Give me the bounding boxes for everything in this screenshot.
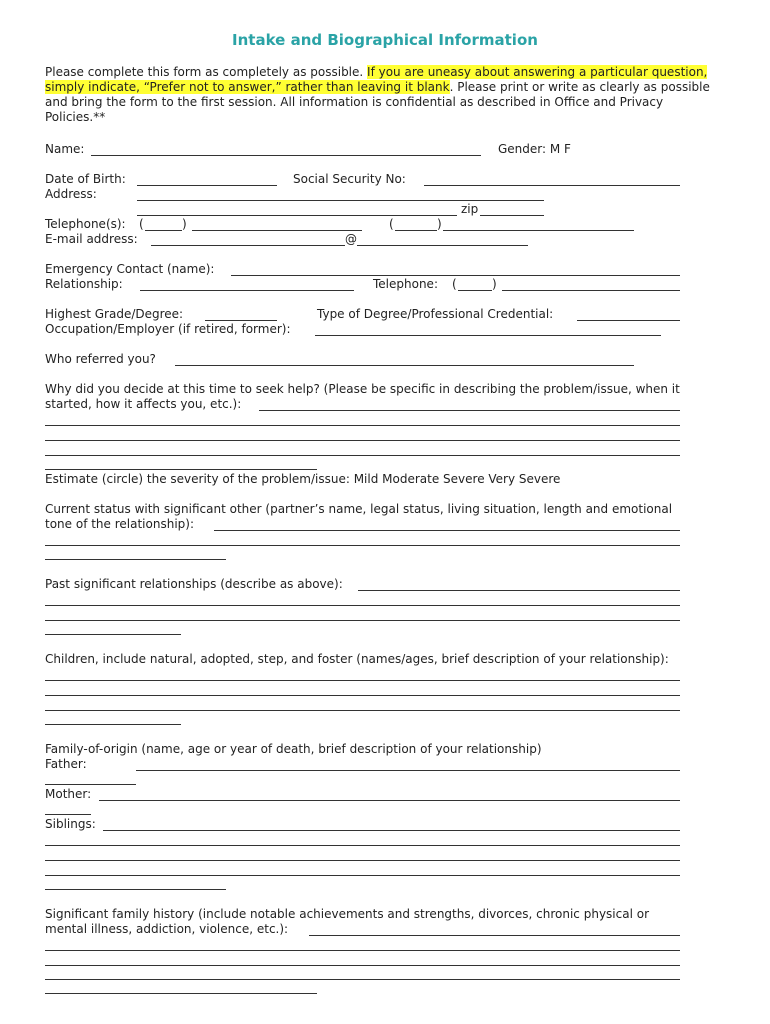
address-line-1[interactable] [137,200,544,201]
instructions-text: Please complete this form as completely as possible. [45,65,368,79]
why-help-line[interactable] [45,425,680,426]
family-history-line[interactable] [45,965,680,966]
father-line[interactable] [136,770,680,771]
referred-field[interactable] [175,365,634,366]
children-line[interactable] [45,695,680,696]
past-relationships-line[interactable] [45,620,680,621]
zip-label: zip [461,202,479,216]
severity-scale[interactable]: Estimate (circle) the severity of the problem/issue: Mild Moderate Severe Very Severe [45,472,561,486]
occupation-field[interactable] [315,335,661,336]
children-line[interactable] [45,680,680,681]
email-domain-field[interactable] [357,245,528,246]
siblings-label: Siblings: [45,817,96,831]
relationship-label: Relationship: [45,277,123,291]
area-code-open-1: ( [139,217,144,231]
email-user-field[interactable] [151,245,345,246]
emergency-contact-label: Emergency Contact (name): [45,262,215,276]
children-line[interactable] [45,724,181,725]
emergency-area-close: ) [492,277,497,291]
phone-field-2[interactable] [443,230,634,231]
current-status-line[interactable] [45,559,226,560]
dob-label: Date of Birth: [45,172,126,186]
siblings-line[interactable] [45,889,226,890]
degree-type-label: Type of Degree/Professional Credential: [317,307,554,321]
family-history-line[interactable] [45,993,317,994]
family-origin-label: Family-of-origin (name, age or year of death, brief description of your relationship) [45,742,542,756]
why-help-line[interactable] [45,469,317,470]
children-label: Children, include natural, adopted, step, and foster (names/ages, brief description of your relationship): [45,652,669,666]
area-code-field-2[interactable] [395,230,437,231]
past-relationships-label: Past significant relationships (describe as above): [45,577,343,591]
telephones-label: Telephone(s): [45,217,126,231]
area-code-open-2: ( [389,217,394,231]
emergency-area-code-field[interactable] [458,290,492,291]
why-help-line[interactable] [259,410,680,411]
why-help-line[interactable] [45,440,680,441]
mother-line[interactable] [99,800,680,801]
family-history-label-cont: mental illness, addiction, violence, etc.): [45,922,289,936]
why-help-label-cont: started, how it affects you, etc.): [45,397,242,411]
family-history-line[interactable] [45,979,680,980]
past-relationships-line[interactable] [358,590,680,591]
highest-grade-label: Highest Grade/Degree: [45,307,184,321]
emergency-area-open: ( [452,277,457,291]
email-label: E-mail address: [45,232,138,246]
siblings-line[interactable] [45,860,680,861]
family-history-label: Significant family history (include notable achievements and strengths, divorces, chronic physical or [45,907,650,921]
address-label: Address: [45,187,97,201]
phone-field-1[interactable] [192,230,362,231]
mother-line[interactable] [45,814,91,815]
email-at-sign: @ [345,232,357,246]
family-history-line[interactable] [309,935,680,936]
area-code-field-1[interactable] [145,230,182,231]
why-help-label: Why did you decide at this time to seek help? (Please be specific in describing the problem/issue, when it [45,382,680,396]
area-code-close-1: ) [182,217,187,231]
form-title: Intake and Biographical Information [232,31,538,49]
name-field[interactable] [91,155,481,156]
emergency-telephone-label: Telephone: [373,277,438,291]
children-line[interactable] [45,710,680,711]
ssn-field[interactable] [424,185,680,186]
siblings-line[interactable] [103,830,680,831]
past-relationships-line[interactable] [45,605,680,606]
siblings-line[interactable] [45,845,680,846]
mother-label: Mother: [45,787,92,801]
past-relationships-line[interactable] [45,634,181,635]
highlighted-instructions: If you are uneasy about answering a particular question, simply indicate, “Prefer not to answer,” rather than leaving it blank [45,65,708,94]
father-label: Father: [45,757,87,771]
name-label: Name: [45,142,85,156]
dob-field[interactable] [137,185,277,186]
address-line-2[interactable] [137,215,457,216]
form-instructions [45,65,725,125]
relationship-field[interactable] [140,290,354,291]
current-status-line[interactable] [45,545,680,546]
emergency-telephone-field[interactable] [502,290,680,291]
current-status-label-cont: tone of the relationship): [45,517,194,531]
gender-options[interactable]: Gender: M F [498,142,571,156]
family-history-line[interactable] [45,950,680,951]
current-status-label: Current status with significant other (partner’s name, legal status, living situation, length and emotional [45,502,673,516]
father-line[interactable] [45,784,136,785]
why-help-line[interactable] [45,455,680,456]
instructions-text-end: . Please print or write as clearly as possible and bring the form to the first session. All information is confidential as described in Office and Privacy Policies.** [45,80,710,124]
current-status-line[interactable] [214,530,680,531]
zip-field[interactable] [480,215,544,216]
emergency-contact-field[interactable] [231,275,680,276]
occupation-label: Occupation/Employer (if retired, former): [45,322,291,336]
highest-grade-field[interactable] [205,320,277,321]
degree-type-field[interactable] [577,320,680,321]
siblings-line[interactable] [45,875,680,876]
ssn-label: Social Security No: [293,172,406,186]
area-code-close-2: ) [437,217,442,231]
referred-label: Who referred you? [45,352,156,366]
